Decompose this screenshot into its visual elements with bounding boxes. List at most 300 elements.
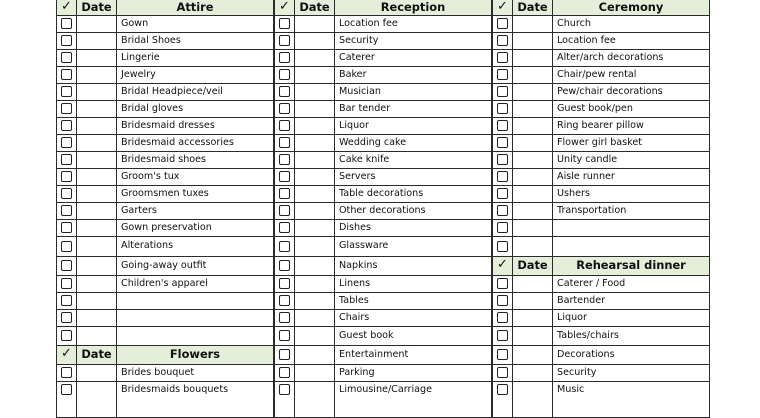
checkbox-cell bbox=[56, 134, 77, 151]
checklist-row bbox=[274, 15, 492, 33]
checkbox-cell bbox=[56, 185, 77, 202]
check-column-header bbox=[492, 257, 513, 275]
date-column-header: Date bbox=[77, 346, 117, 364]
item-label: Bridesmaids bouquets bbox=[117, 381, 274, 417]
checkbox-cell bbox=[492, 219, 513, 236]
date-cell[interactable] bbox=[77, 151, 117, 168]
item-label: Bridesmaid shoes bbox=[117, 151, 274, 168]
date-cell[interactable] bbox=[77, 100, 117, 117]
checkbox-cell bbox=[274, 66, 295, 83]
checkbox-cell bbox=[274, 309, 295, 326]
checkbox-cell bbox=[492, 185, 513, 202]
item-label: Transportation bbox=[553, 202, 710, 219]
checkbox[interactable] bbox=[61, 241, 72, 252]
checkbox-cell bbox=[56, 364, 77, 381]
date-cell[interactable] bbox=[77, 275, 117, 292]
item-label: Brides bouquet bbox=[117, 364, 274, 381]
checklist-row bbox=[56, 185, 274, 203]
checkbox[interactable] bbox=[61, 367, 72, 378]
item-label: Chair/pew rental bbox=[553, 66, 710, 83]
checkmark-icon: ✓ bbox=[497, 0, 508, 14]
date-cell[interactable] bbox=[513, 292, 553, 309]
checklist-row bbox=[274, 134, 492, 152]
item-label: Dishes bbox=[335, 219, 492, 236]
item-label: Garters bbox=[117, 202, 274, 219]
checkbox[interactable] bbox=[279, 188, 290, 199]
checkbox-cell bbox=[274, 236, 295, 256]
date-cell[interactable] bbox=[77, 185, 117, 202]
item-label: Security bbox=[335, 32, 492, 49]
date-cell[interactable] bbox=[295, 49, 335, 66]
date-column-header: Date bbox=[77, 0, 117, 15]
item-label: Caterer / Food bbox=[553, 275, 710, 292]
date-cell[interactable] bbox=[77, 309, 117, 326]
checkbox[interactable] bbox=[279, 18, 290, 29]
item-label bbox=[117, 292, 274, 309]
checkbox-cell bbox=[274, 168, 295, 185]
checkbox[interactable] bbox=[497, 154, 508, 165]
checkbox[interactable] bbox=[279, 260, 290, 271]
checkbox[interactable] bbox=[61, 312, 72, 323]
checklist-row bbox=[274, 168, 492, 186]
checkbox-cell bbox=[56, 219, 77, 236]
checkmark-icon: ✓ bbox=[279, 0, 290, 14]
date-cell[interactable] bbox=[513, 364, 553, 381]
checkmark-icon: ✓ bbox=[497, 257, 508, 272]
item-label: Bridal Shoes bbox=[117, 32, 274, 49]
checkbox-cell bbox=[274, 381, 295, 417]
date-cell[interactable] bbox=[513, 202, 553, 219]
date-cell[interactable] bbox=[295, 275, 335, 292]
checkbox-cell bbox=[274, 292, 295, 309]
checkbox-cell bbox=[274, 49, 295, 66]
checkbox[interactable] bbox=[497, 103, 508, 114]
checklist-row bbox=[492, 236, 710, 257]
date-cell[interactable] bbox=[295, 117, 335, 134]
checkbox-cell bbox=[492, 83, 513, 100]
checkbox-cell bbox=[492, 345, 513, 364]
item-label: Location fee bbox=[553, 32, 710, 49]
date-cell[interactable] bbox=[513, 326, 553, 345]
date-cell[interactable] bbox=[513, 168, 553, 185]
checkbox[interactable] bbox=[497, 349, 508, 360]
checkbox[interactable] bbox=[61, 137, 72, 148]
item-label: Baker bbox=[335, 66, 492, 83]
item-label: Pew/chair decorations bbox=[553, 83, 710, 100]
checkbox-cell bbox=[274, 256, 295, 275]
date-cell[interactable] bbox=[295, 185, 335, 202]
item-label: Servers bbox=[335, 168, 492, 185]
item-label: Tables/chairs bbox=[553, 326, 710, 345]
checkbox-cell bbox=[56, 83, 77, 100]
checkbox[interactable] bbox=[61, 188, 72, 199]
checkbox[interactable] bbox=[61, 330, 72, 341]
checkbox-cell bbox=[274, 185, 295, 202]
checkbox[interactable] bbox=[279, 330, 290, 341]
checkbox[interactable] bbox=[61, 86, 72, 97]
checkbox-cell bbox=[492, 236, 513, 256]
date-cell[interactable] bbox=[513, 32, 553, 49]
item-label: Napkins bbox=[335, 256, 492, 275]
checkbox-cell bbox=[274, 275, 295, 292]
item-label: Security bbox=[553, 364, 710, 381]
section-header-attire bbox=[56, 0, 274, 16]
checklist-row bbox=[274, 364, 492, 382]
item-label bbox=[553, 236, 710, 256]
checkbox-cell bbox=[492, 381, 513, 417]
item-label: Aisle runner bbox=[553, 168, 710, 185]
checklist-row bbox=[274, 256, 492, 276]
checkbox-cell bbox=[492, 364, 513, 381]
date-cell[interactable] bbox=[513, 219, 553, 236]
checklist-row bbox=[492, 292, 710, 310]
checklist-row bbox=[274, 326, 492, 346]
checkbox[interactable] bbox=[497, 278, 508, 289]
date-cell[interactable] bbox=[295, 236, 335, 256]
item-label bbox=[553, 219, 710, 236]
checkbox[interactable] bbox=[61, 205, 72, 216]
date-cell[interactable] bbox=[513, 117, 553, 134]
check-column-header bbox=[56, 0, 77, 15]
checklist-row bbox=[492, 185, 710, 203]
date-cell[interactable] bbox=[77, 117, 117, 134]
date-cell[interactable] bbox=[295, 381, 335, 417]
checkbox[interactable] bbox=[497, 295, 508, 306]
checkbox-cell bbox=[274, 32, 295, 49]
checkbox[interactable] bbox=[497, 69, 508, 80]
date-cell[interactable] bbox=[77, 66, 117, 83]
checkbox[interactable] bbox=[279, 52, 290, 63]
checkbox[interactable] bbox=[279, 171, 290, 182]
checkbox[interactable] bbox=[497, 18, 508, 29]
item-label: Chairs bbox=[335, 309, 492, 326]
date-cell[interactable] bbox=[295, 100, 335, 117]
checklist-row bbox=[274, 309, 492, 327]
item-label: Gown preservation bbox=[117, 219, 274, 236]
checkbox[interactable] bbox=[61, 52, 72, 63]
date-cell[interactable] bbox=[513, 66, 553, 83]
checkbox-cell bbox=[56, 381, 77, 417]
date-cell[interactable] bbox=[77, 292, 117, 309]
section-header-rehearsal-dinner bbox=[492, 256, 710, 276]
checklist-row bbox=[492, 134, 710, 152]
section-title: Flowers bbox=[117, 346, 274, 364]
item-label: Guest book/pen bbox=[553, 100, 710, 117]
checkbox-cell bbox=[56, 66, 77, 83]
checkbox[interactable] bbox=[497, 312, 508, 323]
item-label: Bridesmaid accessories bbox=[117, 134, 274, 151]
date-cell[interactable] bbox=[77, 202, 117, 219]
checkbox[interactable] bbox=[61, 103, 72, 114]
date-column-header: Date bbox=[295, 0, 335, 15]
checkbox-cell bbox=[274, 134, 295, 151]
checkbox[interactable] bbox=[279, 205, 290, 216]
date-cell[interactable] bbox=[77, 236, 117, 256]
checklist-row bbox=[492, 49, 710, 67]
date-cell[interactable] bbox=[513, 275, 553, 292]
checkbox-cell bbox=[274, 345, 295, 364]
checkbox[interactable] bbox=[61, 171, 72, 182]
date-cell[interactable] bbox=[77, 168, 117, 185]
item-label: Liquor bbox=[335, 117, 492, 134]
checklist-row bbox=[492, 66, 710, 84]
checklist-row bbox=[492, 309, 710, 327]
date-cell[interactable] bbox=[513, 309, 553, 326]
item-label: Musician bbox=[335, 83, 492, 100]
checkbox[interactable] bbox=[61, 18, 72, 29]
item-label: Gown bbox=[117, 15, 274, 32]
date-cell[interactable] bbox=[295, 134, 335, 151]
section-title: Attire bbox=[117, 0, 274, 15]
item-label: Other decorations bbox=[335, 202, 492, 219]
check-column-header bbox=[492, 0, 513, 15]
item-label: Bartender bbox=[553, 292, 710, 309]
checkbox[interactable] bbox=[279, 69, 290, 80]
checkbox[interactable] bbox=[279, 241, 290, 252]
item-label: Ushers bbox=[553, 185, 710, 202]
checklist-row bbox=[492, 275, 710, 293]
date-cell[interactable] bbox=[77, 256, 117, 275]
checkbox[interactable] bbox=[61, 260, 72, 271]
checkbox[interactable] bbox=[497, 86, 508, 97]
item-label: Unity candle bbox=[553, 151, 710, 168]
date-cell[interactable] bbox=[513, 345, 553, 364]
item-label: Guest book bbox=[335, 326, 492, 345]
date-cell[interactable] bbox=[77, 381, 117, 417]
item-label bbox=[117, 309, 274, 326]
checkbox[interactable] bbox=[279, 86, 290, 97]
checkbox-cell bbox=[274, 83, 295, 100]
checklist-row bbox=[56, 151, 274, 169]
checkbox[interactable] bbox=[497, 188, 508, 199]
section-title: Ceremony bbox=[553, 0, 710, 15]
item-label: Glassware bbox=[335, 236, 492, 256]
checklist-row bbox=[56, 100, 274, 118]
date-cell[interactable] bbox=[295, 345, 335, 364]
date-cell[interactable] bbox=[295, 168, 335, 185]
checklist-row bbox=[56, 275, 274, 293]
checkbox[interactable] bbox=[497, 171, 508, 182]
checkbox[interactable] bbox=[279, 222, 290, 233]
checkbox[interactable] bbox=[497, 330, 508, 341]
checklist-row bbox=[274, 32, 492, 50]
item-label: Caterer bbox=[335, 49, 492, 66]
section-header-reception bbox=[274, 0, 492, 16]
checkbox-cell bbox=[274, 15, 295, 32]
item-label: Wedding cake bbox=[335, 134, 492, 151]
checkbox[interactable] bbox=[279, 278, 290, 289]
checkbox[interactable] bbox=[497, 35, 508, 46]
checkbox[interactable] bbox=[279, 35, 290, 46]
item-label: Bridal gloves bbox=[117, 100, 274, 117]
checklist-row bbox=[56, 66, 274, 84]
date-cell[interactable] bbox=[295, 326, 335, 345]
checkbox[interactable] bbox=[497, 367, 508, 378]
checkbox[interactable] bbox=[497, 222, 508, 233]
date-cell[interactable] bbox=[513, 236, 553, 256]
item-label: Alterations bbox=[117, 236, 274, 256]
checkbox[interactable] bbox=[497, 137, 508, 148]
checkbox-cell bbox=[492, 134, 513, 151]
checkbox-cell bbox=[492, 151, 513, 168]
date-cell[interactable] bbox=[295, 309, 335, 326]
checkbox[interactable] bbox=[279, 312, 290, 323]
checkbox[interactable] bbox=[279, 295, 290, 306]
checkmark-icon: ✓ bbox=[61, 0, 72, 14]
item-label: Entertainment bbox=[335, 345, 492, 364]
checkbox[interactable] bbox=[497, 241, 508, 252]
checklist-row bbox=[274, 275, 492, 293]
checkbox-cell bbox=[274, 219, 295, 236]
checkbox[interactable] bbox=[279, 349, 290, 360]
check-column-header bbox=[56, 346, 77, 364]
checklist-row bbox=[274, 151, 492, 169]
checklist-row bbox=[274, 236, 492, 257]
checklist-row bbox=[492, 364, 710, 382]
checkbox-cell bbox=[492, 275, 513, 292]
item-label: Tables bbox=[335, 292, 492, 309]
checklist-row bbox=[492, 202, 710, 220]
checkbox-cell bbox=[492, 15, 513, 32]
checklist-row bbox=[274, 185, 492, 203]
date-cell[interactable] bbox=[295, 219, 335, 236]
checkbox-cell bbox=[492, 202, 513, 219]
date-cell[interactable] bbox=[295, 151, 335, 168]
date-cell[interactable] bbox=[295, 83, 335, 100]
checklist-row bbox=[492, 168, 710, 186]
date-cell[interactable] bbox=[513, 83, 553, 100]
checkbox[interactable] bbox=[279, 137, 290, 148]
checkbox-cell bbox=[492, 100, 513, 117]
date-cell[interactable] bbox=[295, 15, 335, 32]
checkbox-cell bbox=[492, 117, 513, 134]
date-cell[interactable] bbox=[513, 151, 553, 168]
item-label: Church bbox=[553, 15, 710, 32]
checkbox[interactable] bbox=[61, 35, 72, 46]
checkbox[interactable] bbox=[497, 52, 508, 63]
checkbox-cell bbox=[492, 32, 513, 49]
date-cell[interactable] bbox=[513, 15, 553, 32]
checkbox-cell bbox=[274, 117, 295, 134]
checklist-row bbox=[274, 100, 492, 118]
checklist-row bbox=[56, 117, 274, 135]
date-cell[interactable] bbox=[513, 100, 553, 117]
checklist-row bbox=[492, 117, 710, 135]
item-label: Groomsmen tuxes bbox=[117, 185, 274, 202]
date-cell[interactable] bbox=[77, 326, 117, 345]
date-cell[interactable] bbox=[295, 32, 335, 49]
item-label: Children's apparel bbox=[117, 275, 274, 292]
checkbox-cell bbox=[492, 49, 513, 66]
checkbox[interactable] bbox=[61, 278, 72, 289]
item-label: Music bbox=[553, 381, 710, 417]
item-label: Ring bearer pillow bbox=[553, 117, 710, 134]
date-cell[interactable] bbox=[513, 185, 553, 202]
checkbox-cell bbox=[56, 309, 77, 326]
checkbox-cell bbox=[56, 168, 77, 185]
checkbox[interactable] bbox=[61, 154, 72, 165]
section-header-flowers bbox=[56, 345, 274, 365]
item-label: Decorations bbox=[553, 345, 710, 364]
checkbox[interactable] bbox=[497, 205, 508, 216]
checkbox-cell bbox=[274, 364, 295, 381]
date-cell[interactable] bbox=[295, 66, 335, 83]
checkbox-cell bbox=[492, 66, 513, 83]
date-cell[interactable] bbox=[513, 134, 553, 151]
checkbox[interactable] bbox=[61, 384, 72, 395]
checklist-row bbox=[56, 32, 274, 50]
date-cell[interactable] bbox=[77, 134, 117, 151]
checklist-row bbox=[56, 49, 274, 67]
checkbox[interactable] bbox=[279, 367, 290, 378]
date-cell[interactable] bbox=[77, 219, 117, 236]
item-label: Liquor bbox=[553, 309, 710, 326]
item-label: Flower girl basket bbox=[553, 134, 710, 151]
date-cell[interactable] bbox=[295, 202, 335, 219]
section-header-ceremony bbox=[492, 0, 710, 16]
checkbox[interactable] bbox=[61, 69, 72, 80]
item-label bbox=[117, 326, 274, 345]
item-label: Lingerie bbox=[117, 49, 274, 66]
checklist-row bbox=[274, 202, 492, 220]
checkbox[interactable] bbox=[279, 103, 290, 114]
date-cell[interactable] bbox=[295, 292, 335, 309]
checkbox-cell bbox=[274, 151, 295, 168]
checklist-row bbox=[56, 15, 274, 33]
checkbox[interactable] bbox=[279, 154, 290, 165]
checklist-row bbox=[56, 309, 274, 327]
date-cell[interactable] bbox=[77, 32, 117, 49]
checklist-row bbox=[274, 49, 492, 67]
checklist-row bbox=[492, 151, 710, 169]
checkbox[interactable] bbox=[61, 222, 72, 233]
date-cell[interactable] bbox=[77, 83, 117, 100]
checklist-row bbox=[56, 236, 274, 257]
item-label: Alter/arch decorations bbox=[553, 49, 710, 66]
item-label: Location fee bbox=[335, 15, 492, 32]
date-cell[interactable] bbox=[295, 364, 335, 381]
checklist-row bbox=[56, 168, 274, 186]
checkbox[interactable] bbox=[61, 295, 72, 306]
checklist-row bbox=[56, 326, 274, 346]
item-label: Bridal Headpiece/veil bbox=[117, 83, 274, 100]
wedding-checklist bbox=[56, 0, 708, 400]
checkbox[interactable] bbox=[279, 120, 290, 131]
checklist-row bbox=[56, 83, 274, 101]
date-cell[interactable] bbox=[77, 15, 117, 32]
checkbox-cell bbox=[56, 15, 77, 32]
item-label: Linens bbox=[335, 275, 492, 292]
checklist-row bbox=[56, 292, 274, 310]
date-cell[interactable] bbox=[513, 49, 553, 66]
checklist-row bbox=[274, 219, 492, 237]
date-cell[interactable] bbox=[77, 49, 117, 66]
date-cell[interactable] bbox=[513, 381, 553, 417]
checkbox[interactable] bbox=[61, 120, 72, 131]
item-label: Bridesmaid dresses bbox=[117, 117, 274, 134]
checklist-row bbox=[492, 345, 710, 365]
checkbox[interactable] bbox=[497, 384, 508, 395]
checkbox[interactable] bbox=[497, 120, 508, 131]
date-cell[interactable] bbox=[77, 364, 117, 381]
date-column-header: Date bbox=[513, 257, 553, 275]
checkbox-cell bbox=[492, 292, 513, 309]
checkbox[interactable] bbox=[279, 384, 290, 395]
date-cell[interactable] bbox=[295, 256, 335, 275]
checklist-row bbox=[56, 134, 274, 152]
checkbox-cell bbox=[56, 292, 77, 309]
checkbox-cell bbox=[56, 32, 77, 49]
